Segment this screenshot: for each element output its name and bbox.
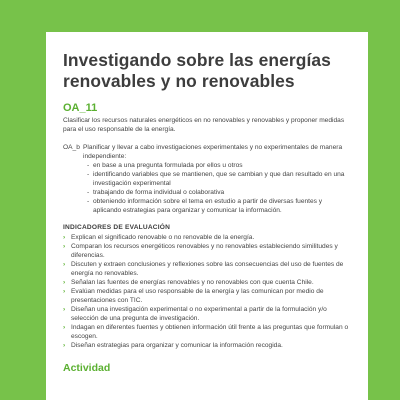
oa11-code: OA_11 [63,102,98,114]
oab-item: - obteniendo información sobre el tema en estudio a partir de diversas fuentes y aplicando estrategias para organizar y comunicar la información. [87,197,352,215]
indicator-item: › Explican el significado renovable o no renovable de la energía. [63,234,255,241]
chevron-right-icon: › [63,234,66,241]
chevron-right-icon: › [63,288,66,295]
indicator-item: › Señalan las fuentes de energías renovables y no renovables con que cuenta Chile. [63,279,314,286]
oab-block [63,143,352,215]
oab-intro: Planificar y llevar a cabo investigaciones experimentales y no experimentales de manera independiente: [83,144,343,160]
activity-heading: Actividad [63,362,111,374]
chevron-right-icon: › [63,342,66,349]
indicator-item: › Comparan los recursos energéticos renovables y no renovables estableciendo similitudes y diferencias. [63,243,338,259]
indicator-item: › Discuten y extraen conclusiones y reflexiones sobre las consecuencias del uso de fuentes de energía no renovables. [63,261,344,277]
oab-item: - trabajando de forma individual o colaborativa [87,188,352,197]
indicator-item: › Diseñan estrategias para organizar y comunicar la información recogida. [63,342,283,349]
oab-item: - en base a una pregunta formulada por ellos u otros [87,161,352,170]
indicator-item: › Diseñan una investigación experimental o no experimental a partir de la formulación y/o selección de una pregunta de investigación. [63,306,327,322]
indicators-heading: INDICADORES DE EVALUACIÓN [63,224,171,231]
chevron-right-icon: › [63,279,66,286]
indicator-item: › Indagan en diferentes fuentes y obtienen información útil frente a las preguntas que formulan o escogen. [63,324,349,340]
chevron-right-icon: › [63,306,66,313]
chevron-right-icon: › [63,324,66,331]
chevron-right-icon: › [63,261,66,268]
page-title [63,50,352,92]
document-content [46,32,368,374]
oab-item: - identificando variables que se mantienen, que se cambian y que dan resultado en una investigación experimental [87,170,352,188]
indicators-list [63,233,352,350]
oab-list [83,161,352,215]
title-line-1: Investigando sobre las energías [63,50,331,70]
oab-code: OA_b [63,144,80,151]
oab-body [83,143,352,215]
title-line-2: renovables y no renovables [63,71,295,91]
oa11-text: Clasificar los recursos naturales energéticos en no renovables y renovables y proponer medidas para el uso responsable de la energía. [63,117,345,133]
indicator-item: › Evalúan medidas para el uso responsable de la energía y las comunican por medio de presentaciones con TIC. [63,288,324,304]
chevron-right-icon: › [63,243,66,250]
document-page [46,32,368,400]
